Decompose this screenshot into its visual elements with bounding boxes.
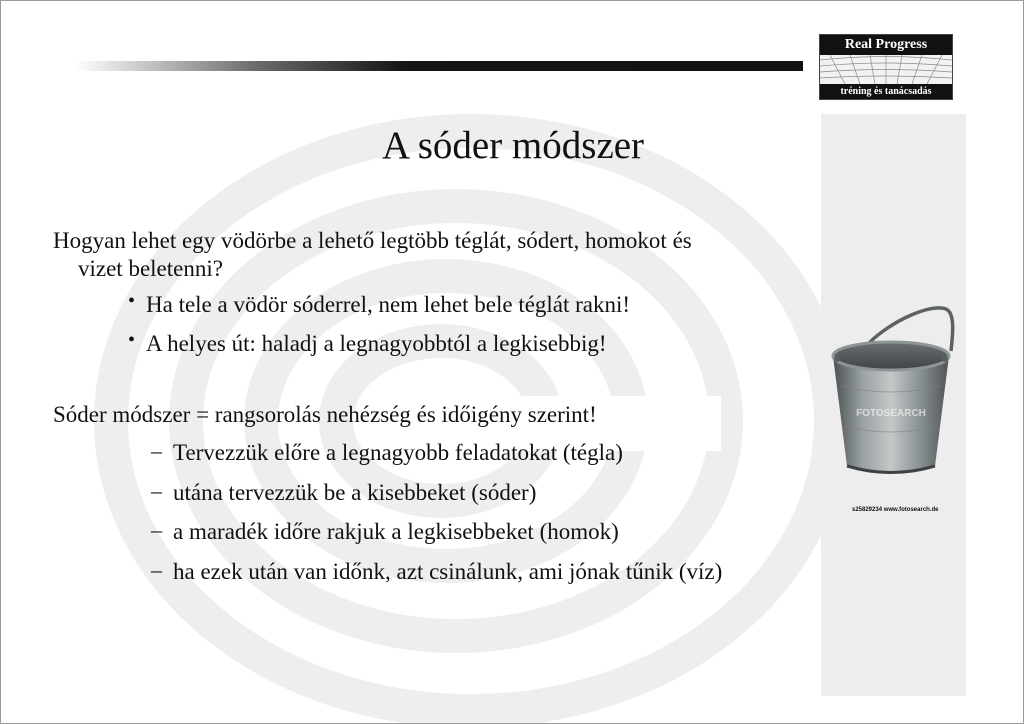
company-logo	[819, 34, 953, 100]
bullet-icon: •	[128, 329, 136, 351]
step-item-1: Tervezzük előre a legnagyobb feladatokat (tégla)	[173, 440, 623, 465]
bullet-icon: •	[128, 290, 136, 312]
dash-icon: –	[151, 478, 162, 503]
header-bar	[76, 61, 803, 71]
step-item-4: ha ezek után van időnk, azt csinálunk, ami jónak tűnik (víz)	[173, 559, 723, 584]
logo-name: Real Progress	[820, 35, 952, 55]
image-watermark: FOTOSEARCH	[856, 408, 926, 419]
dash-icon: –	[151, 517, 162, 542]
bullet-item-1: Ha tele a vödör sóderrel, nem lehet bele téglát rakni!	[146, 292, 631, 317]
photo-credit: s25829234 www.fotosearch.de	[852, 507, 939, 513]
step-item-2: utána tervezzük be a kisebbeket (sóder)	[173, 480, 537, 505]
method-statement: Sóder módszer = rangsorolás nehézség és időigény szerint!	[53, 402, 597, 427]
question-line-2: vizet beletenni?	[78, 256, 223, 281]
dash-icon: –	[151, 557, 162, 582]
slide-title: A sóder módszer	[381, 124, 645, 167]
bullet-item-2: A helyes út: haladj a legnagyobbtól a legkisebbig!	[146, 331, 607, 356]
dash-icon: –	[151, 438, 162, 463]
step-item-3: a maradék időre rakjuk a legkisebbeket (homok)	[173, 519, 619, 544]
logo-tagline: tréning és tanácsadás	[820, 84, 952, 99]
bucket-image	[821, 301, 961, 491]
question-line-1: Hogyan lehet egy vödörbe a lehető legtöbb téglát, sódert, homokot és	[53, 228, 692, 253]
logo-globe-graphic	[820, 55, 952, 84]
